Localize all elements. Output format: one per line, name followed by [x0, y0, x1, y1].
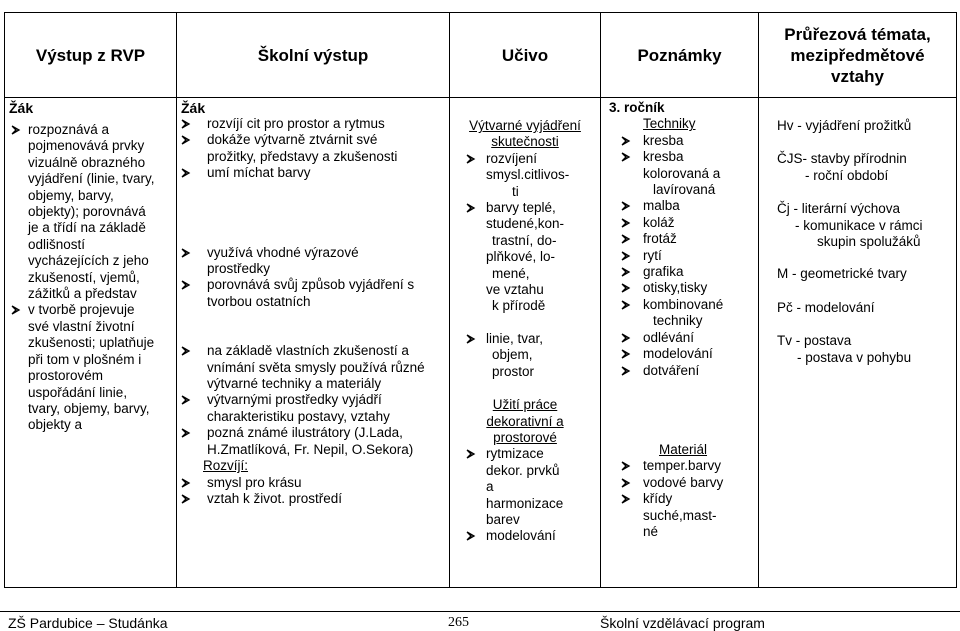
list-item: frotáž — [643, 231, 758, 247]
grade-label: 3. ročník — [609, 100, 665, 115]
m-relation: M - geometrické tvary — [777, 266, 907, 282]
list-item: kresba — [643, 149, 758, 165]
material-list: temper.barvy vodové barvy křídy suché,mast- né — [601, 458, 758, 540]
arrow-bullet-icon — [621, 267, 631, 277]
list-item: kresba — [643, 133, 758, 149]
list-item: na základě vlastních zkušeností a vnímání světa smysly používá různé výtvarné techniky a materiály — [181, 343, 449, 392]
arrow-bullet-icon — [621, 494, 631, 504]
rvp-output-list — [5, 122, 176, 434]
list-item: využívá vhodné výrazové prostředky — [181, 245, 449, 278]
footer-school: ZŠ Pardubice – Studánka — [8, 615, 168, 631]
header-curriculum: Učivo — [450, 13, 601, 98]
material-heading: Materiál — [659, 441, 708, 457]
curriculum-cell — [450, 98, 601, 588]
arrow-bullet-icon — [621, 201, 631, 211]
list-item: porovnává svůj způsob vyjádření s tvorbou ostatních — [181, 277, 449, 310]
list-item: otisky,tisky — [643, 280, 758, 296]
school-output-cell — [177, 98, 450, 588]
cjs-relation: ČJS- stavby přírodnin - roční období — [777, 151, 907, 183]
arrow-bullet-icon — [11, 125, 21, 135]
cross-topics-cell — [759, 98, 957, 588]
footer-page-number: 265 — [448, 615, 469, 630]
list-item: rozpoznává a pojmenovává prvky vizuálně obrazného vyjádření (linie, tvary, objemy, barvy, objekty); porovnává je a třídí na základě odlišností vycházejících z jeho zkušeností, vjemů, zážitků a představ — [11, 122, 176, 302]
arrow-bullet-icon — [466, 334, 476, 344]
arrow-bullet-icon — [181, 119, 191, 129]
rvp-output-cell — [5, 98, 177, 588]
header-rvp-output: Výstup z RVP — [5, 13, 177, 98]
school-output-group-4 — [177, 475, 449, 508]
list-item: umí míchat barvy — [181, 165, 449, 181]
techniques-heading: Techniky — [643, 116, 696, 132]
list-item: rytí — [643, 248, 758, 264]
arrow-bullet-icon — [466, 203, 476, 213]
arrow-bullet-icon — [181, 280, 191, 290]
list-item: malba — [643, 198, 758, 214]
list-item: v tvorbě projevuje své vlastní životní zkušenosti; uplatňuje při tom v plošném i prostorovém uspořádání linie, tvary, objemy, barvy, objekty a — [11, 302, 176, 433]
list-item: koláž — [643, 215, 758, 231]
header-cross-topics-line3: vztahy — [831, 66, 884, 86]
list-item: rozvíjení smysl.citlivos- ti — [450, 151, 600, 200]
footer-divider — [0, 611, 960, 612]
list-item: odlévání — [643, 330, 758, 346]
school-pupil-label: Žák — [181, 100, 206, 116]
content-row — [5, 98, 957, 588]
list-item: modelování — [450, 528, 600, 544]
arrow-bullet-icon — [181, 428, 191, 438]
header-notes: Poznámky — [601, 13, 759, 98]
arrow-bullet-icon — [181, 494, 191, 504]
arrow-bullet-icon — [621, 349, 631, 359]
list-item: dotváření — [643, 363, 758, 379]
header-cross-topics-line1: Průřezová témata, — [784, 24, 931, 44]
list-item: rytmizace dekor. prvků a harmonizace barev — [450, 446, 600, 528]
list-item: rozvíjí cit pro prostor a rytmus — [181, 116, 449, 132]
header-cross-topics — [759, 13, 957, 98]
notes-cell — [601, 98, 759, 588]
school-output-group-3 — [177, 343, 449, 458]
tv-relation: Tv - postava - postava v pohybu — [777, 333, 912, 365]
techniques-list: kresba kresba kolorovaná a lavírovaná malba koláž frotáž rytí grafika otisky,tisky kombinované techniky odlévání modelování dotváření — [601, 133, 758, 379]
develops-label: Rozvíjí: — [203, 458, 249, 474]
school-output-group-2 — [177, 245, 449, 311]
hv-relation: Hv - vyjádření prožitků — [777, 118, 912, 133]
curriculum-heading-1: Výtvarné vyjádření skutečnosti — [469, 118, 581, 150]
curriculum-table — [4, 12, 957, 588]
list-item: barvy teplé, studené,kon- trastní, do- plňkové, lo- mené, ve vztahu k přírodě — [450, 200, 600, 315]
arrow-bullet-icon — [621, 478, 631, 488]
arrow-bullet-icon — [621, 136, 631, 146]
list-item: vodové barvy — [643, 475, 758, 491]
list-item: smysl pro krásu — [181, 475, 449, 491]
arrow-bullet-icon — [621, 152, 631, 162]
arrow-bullet-icon — [621, 283, 631, 293]
arrow-bullet-icon — [466, 154, 476, 164]
arrow-bullet-icon — [621, 461, 631, 471]
footer-program: Školní vzdělávací program — [600, 615, 765, 631]
list-item: dokáže výtvarně ztvárnit své prožitky, představy a zkušenosti — [181, 132, 449, 165]
list-item: vztah k život. prostředí — [181, 491, 449, 507]
arrow-bullet-icon — [621, 218, 631, 228]
header-school-output: Školní výstup — [177, 13, 450, 98]
list-item: pozná známé ilustrátory (J.Lada, H.Zmatlíková, Fr. Nepil, O.Sekora) — [181, 425, 449, 458]
arrow-bullet-icon — [181, 168, 191, 178]
arrow-bullet-icon — [621, 300, 631, 310]
arrow-bullet-icon — [621, 333, 631, 343]
curriculum-heading-2: Užití práce dekorativní a prostorové — [486, 397, 564, 445]
cj-relation: Čj - literární výchova - komunikace v rámci skupin spolužáků — [777, 201, 923, 250]
arrow-bullet-icon — [621, 366, 631, 376]
rvp-pupil-label: Žák — [9, 100, 34, 116]
list-item: výtvarnými prostředky vyjádří charakteristiku postavy, vztahy — [181, 392, 449, 425]
list-item: modelování — [643, 346, 758, 362]
page-footer — [0, 611, 960, 631]
arrow-bullet-icon — [621, 251, 631, 261]
arrow-bullet-icon — [181, 478, 191, 488]
arrow-bullet-icon — [181, 135, 191, 145]
header-row — [5, 13, 957, 98]
arrow-bullet-icon — [466, 531, 476, 541]
arrow-bullet-icon — [466, 449, 476, 459]
arrow-bullet-icon — [181, 248, 191, 258]
arrow-bullet-icon — [11, 305, 21, 315]
list-item: linie, tvar, objem, prostor — [450, 331, 600, 380]
header-cross-topics-line2: mezipředmětové — [790, 45, 925, 65]
list-item: kombinované — [643, 297, 758, 313]
arrow-bullet-icon — [621, 234, 631, 244]
arrow-bullet-icon — [181, 346, 191, 356]
arrow-bullet-icon — [181, 395, 191, 405]
pc-relation: Pč - modelování — [777, 299, 875, 315]
list-item: grafika — [643, 264, 758, 280]
school-output-group-1 — [177, 116, 449, 182]
list-item: křídy — [643, 491, 758, 507]
list-item: temper.barvy — [643, 458, 758, 474]
